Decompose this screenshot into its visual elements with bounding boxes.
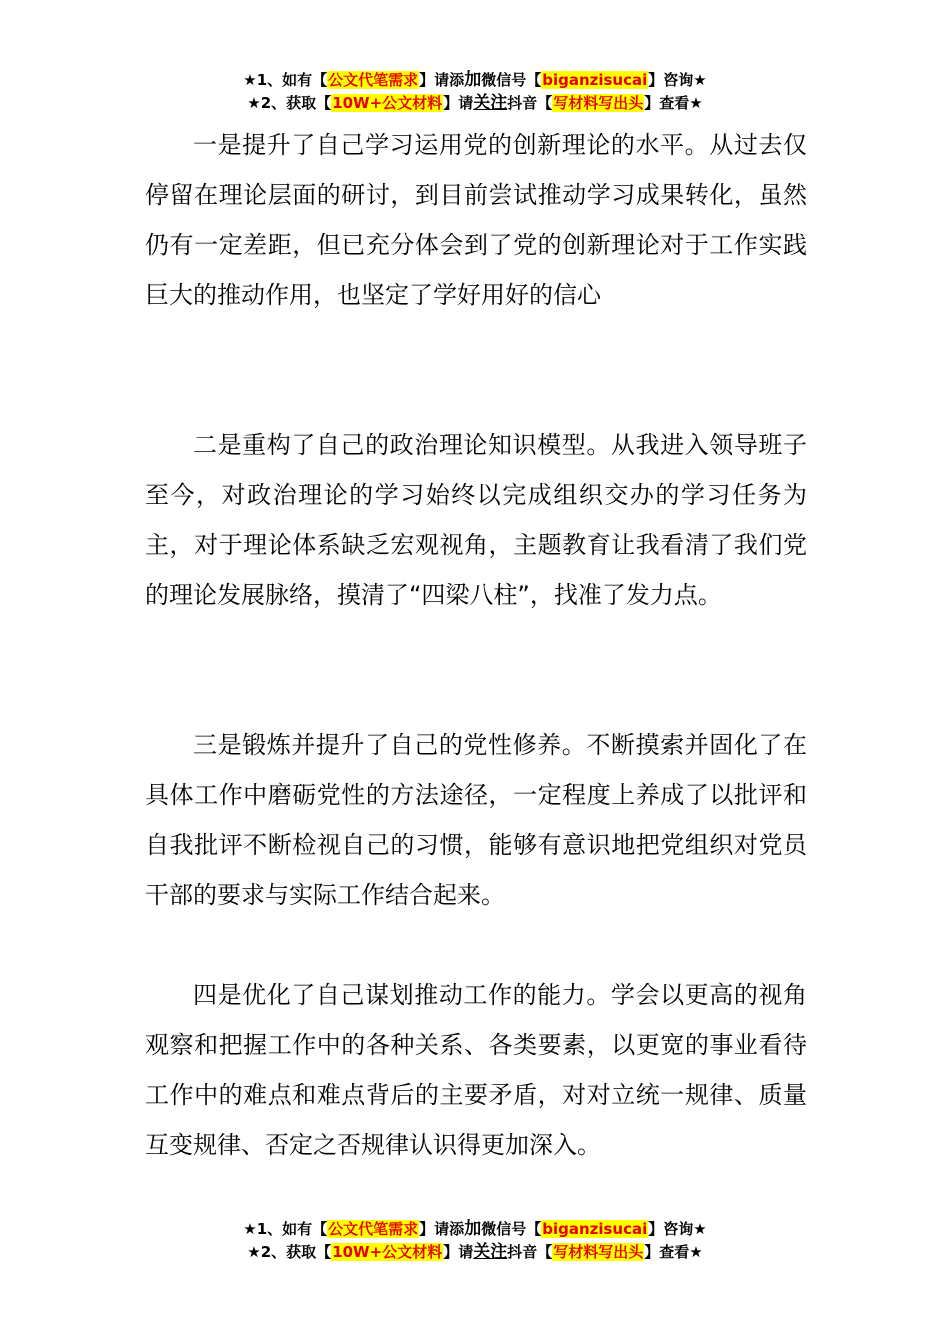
star-icon: ★	[243, 1220, 257, 1238]
douyin-account[interactable]: 写材料写出头	[553, 94, 644, 112]
paragraph-2: 二是重构了自己的政治理论知识模型。从我进入领导班子至今，对政治理论的学习始终以完成组织交办的学习任务为主，对于理论体系缺乏宏观视角，主题教育让我看清了我们党的理论发展脉络，摸清了“四梁八柱”，找准了发力点。	[145, 431, 807, 609]
highlight-materials: 10W+公文材料	[332, 1243, 443, 1261]
paragraph-1: 一是提升了自己学习运用党的创新理论的水平。从过去仅停留在理论层面的研讨，到目前尝试推动学习成果转化，虽然仍有一定差距，但已充分体会到了党的创新理论对于工作实践巨大的推动作用，也坚定了学好用好的信心	[145, 131, 807, 309]
star-icon: ★	[247, 94, 261, 112]
wechat-id[interactable]: biganzisucai	[542, 71, 648, 89]
banner-line-1: ★1、如有【公文代笔需求】请添加微信号【biganzisucai】咨询★	[243, 1219, 707, 1239]
star-icon: ★	[243, 71, 257, 89]
wechat-id[interactable]: biganzisucai	[542, 1220, 648, 1238]
paragraph-3: 三是锻炼并提升了自己的党性修养。不断摸索并固化了在具体工作中磨砺党性的方法途径，一定程度上养成了以批评和自我批评不断检视自己的习惯，能够有意识地把党组织对党员干部的要求与实际工作结合起来。	[145, 731, 807, 909]
highlight-materials: 10W+公文材料	[332, 94, 443, 112]
highlight-service: 公文代笔需求	[328, 1220, 419, 1238]
banner-line-1: ★1、如有【公文代笔需求】请添加微信号【biganzisucai】咨询★	[243, 70, 707, 90]
banner-line-2: ★2、获取【10W+公文材料】请关注抖音【写材料写出头】查看★	[247, 93, 703, 113]
star-icon: ★	[247, 1243, 261, 1261]
highlight-service: 公文代笔需求	[328, 71, 419, 89]
paragraph-4: 四是优化了自己谋划推动工作的能力。学会以更高的视角观察和把握工作中的各种关系、各类要素，以更宽的事业看待工作中的难点和难点背后的主要矛盾，对对立统一规律、质量互变规律、否定之否规律认识得更加深入。	[145, 981, 807, 1159]
douyin-account[interactable]: 写材料写出头	[553, 1243, 644, 1261]
header-banner	[0, 69, 950, 115]
banner-line-2: ★2、获取【10W+公文材料】请关注抖音【写材料写出头】查看★	[247, 1242, 703, 1262]
footer-banner	[0, 1218, 950, 1264]
